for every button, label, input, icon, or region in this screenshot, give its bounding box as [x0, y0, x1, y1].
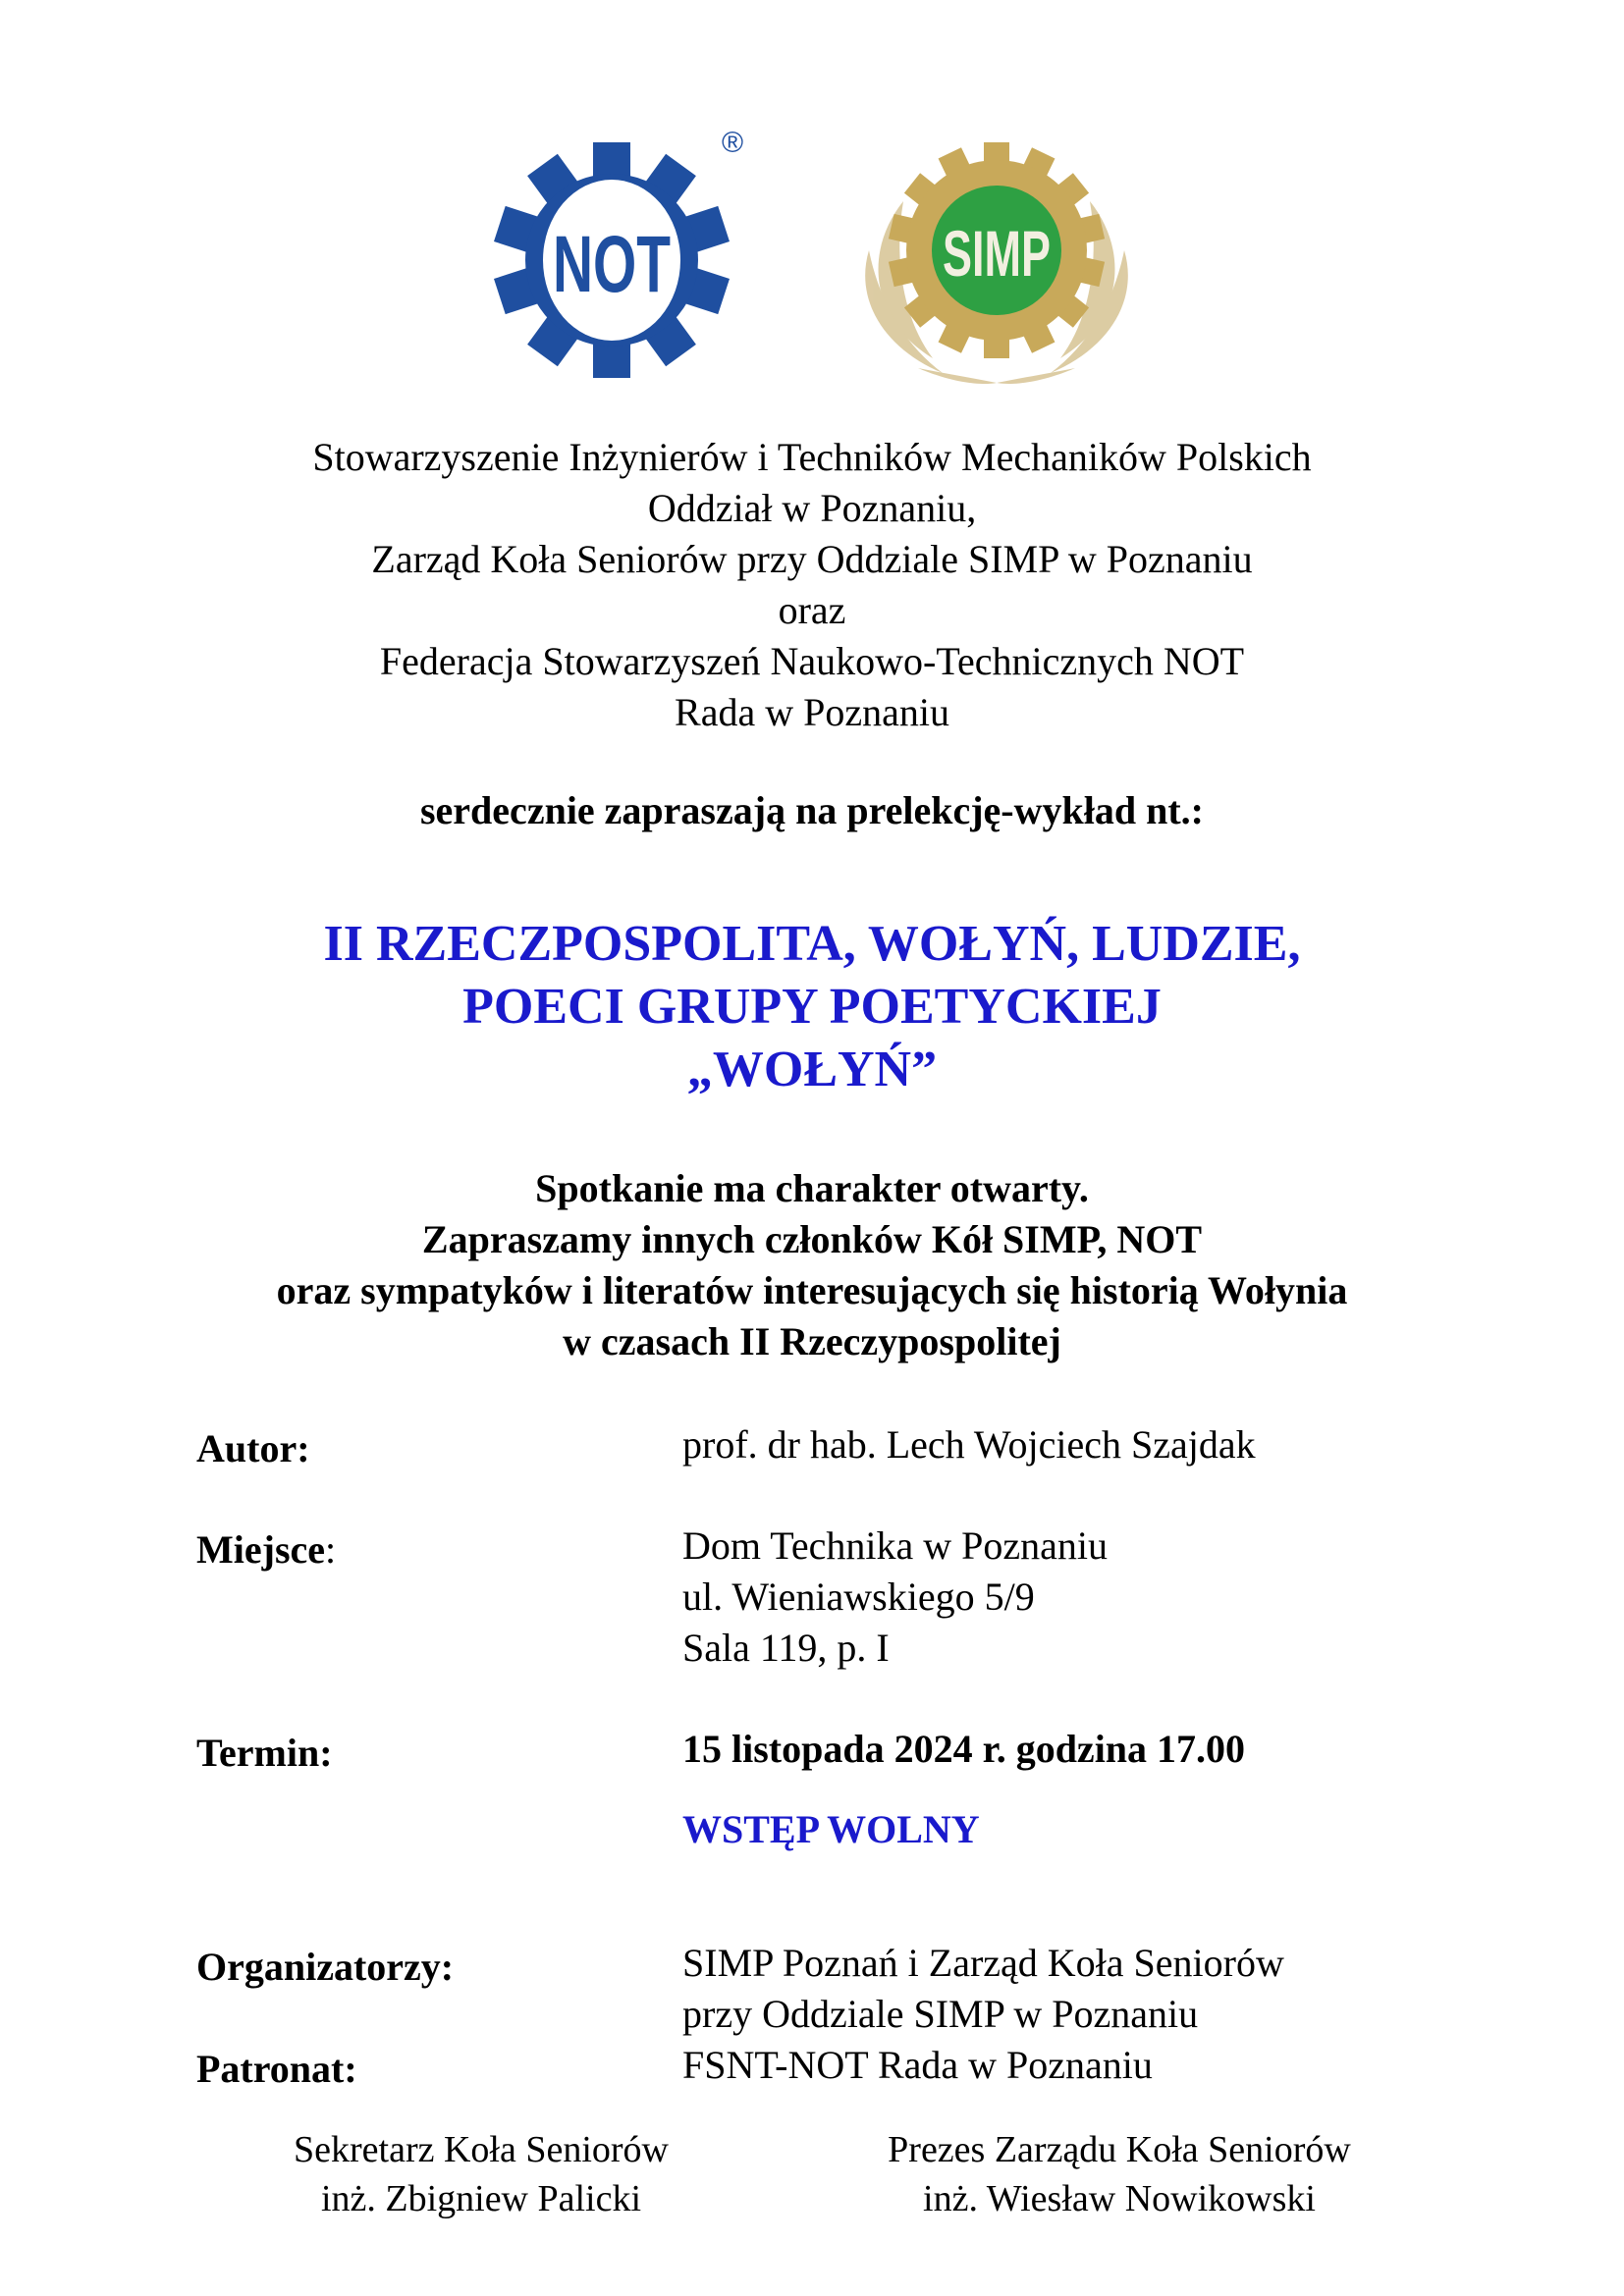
lecture-title-line: „WOŁYŃ”: [686, 1041, 938, 1097]
not-logo: [489, 123, 754, 388]
not-logo-text: NOT: [553, 220, 671, 309]
organizer-line: Stowarzyszenie Inżynierów i Techników Mechaników Polskich: [312, 435, 1312, 479]
organizers-header: [0, 432, 1624, 738]
simp-logo-text: SIMP: [943, 217, 1051, 290]
organizer-line: oraz: [778, 588, 846, 632]
signature-right: [854, 2125, 1384, 2223]
patronat-value: FSNT-NOT Rada w Poznaniu: [682, 2043, 1153, 2087]
termin-label: Termin:: [196, 1731, 333, 1775]
organizatorzy-value: [682, 1938, 1284, 2040]
logos-row: [0, 123, 1624, 398]
signature-name: inż. Wiesław Nowikowski: [923, 2178, 1316, 2219]
miejsce-label: [196, 1526, 336, 1573]
miejsce-label-text: Miejsce: [196, 1527, 326, 1572]
lecture-title-line: II RZECZPOSPOLITA, WOŁYŃ, LUDZIE,: [323, 916, 1301, 972]
signature-left: [245, 2125, 717, 2223]
open-meeting-line: w czasach II Rzeczypospolitej: [563, 1319, 1061, 1363]
entry-free: WSTĘP WOLNY: [682, 1807, 980, 1851]
miejsce-line: Dom Technika w Poznaniu: [682, 1523, 1109, 1568]
autor-label: Autor:: [196, 1426, 310, 1470]
signature-name: inż. Zbigniew Palicki: [320, 2178, 642, 2219]
open-meeting-note: [0, 1163, 1624, 1367]
organizer-line: Federacja Stowarzyszeń Naukowo-Technicznych NOT: [379, 639, 1245, 683]
open-meeting-line: Spotkanie ma charakter otwarty.: [535, 1166, 1089, 1210]
lecture-title-line: POECI GRUPY POETYCKIEJ: [462, 979, 1162, 1035]
autor-value: prof. dr hab. Lech Wojciech Szajdak: [682, 1422, 1256, 1467]
open-meeting-line: Zapraszamy innych członków Kół SIMP, NOT: [421, 1217, 1203, 1261]
organizer-line: Oddział w Poznaniu,: [647, 486, 977, 530]
miejsce-line: Sala 119, p. I: [682, 1626, 890, 1670]
registered-mark: ®: [721, 127, 744, 159]
organizatorzy-line: SIMP Poznań i Zarząd Koła Seniorów: [682, 1941, 1284, 1985]
signature-role: Prezes Zarządu Koła Seniorów: [888, 2129, 1351, 2170]
open-meeting-line: oraz sympatyków i literatów interesujących się historią Wołynia: [276, 1268, 1348, 1312]
signature-role: Sekretarz Koła Seniorów: [294, 2129, 669, 2170]
invite-line: serdecznie zapraszają na prelekcję-wykład nt.:: [419, 788, 1204, 832]
miejsce-value: [682, 1521, 1108, 1674]
organizer-line: Zarząd Koła Seniorów przy Oddziale SIMP w Poznaniu: [371, 537, 1253, 581]
miejsce-line: ul. Wieniawskiego 5/9: [682, 1575, 1035, 1619]
organizatorzy-line: przy Oddziale SIMP w Poznaniu: [682, 1992, 1199, 2036]
miejsce-label-colon: :: [325, 1527, 337, 1572]
patronat-label: Patronat:: [196, 2047, 357, 2091]
organizatorzy-label: Organizatorzy:: [196, 1945, 455, 1989]
lecture-title: [0, 913, 1624, 1101]
simp-logo: [844, 133, 1149, 398]
organizer-line: Rada w Poznaniu: [675, 690, 949, 734]
termin-value: 15 listopada 2024 r. godzina 17.00: [682, 1727, 1246, 1771]
